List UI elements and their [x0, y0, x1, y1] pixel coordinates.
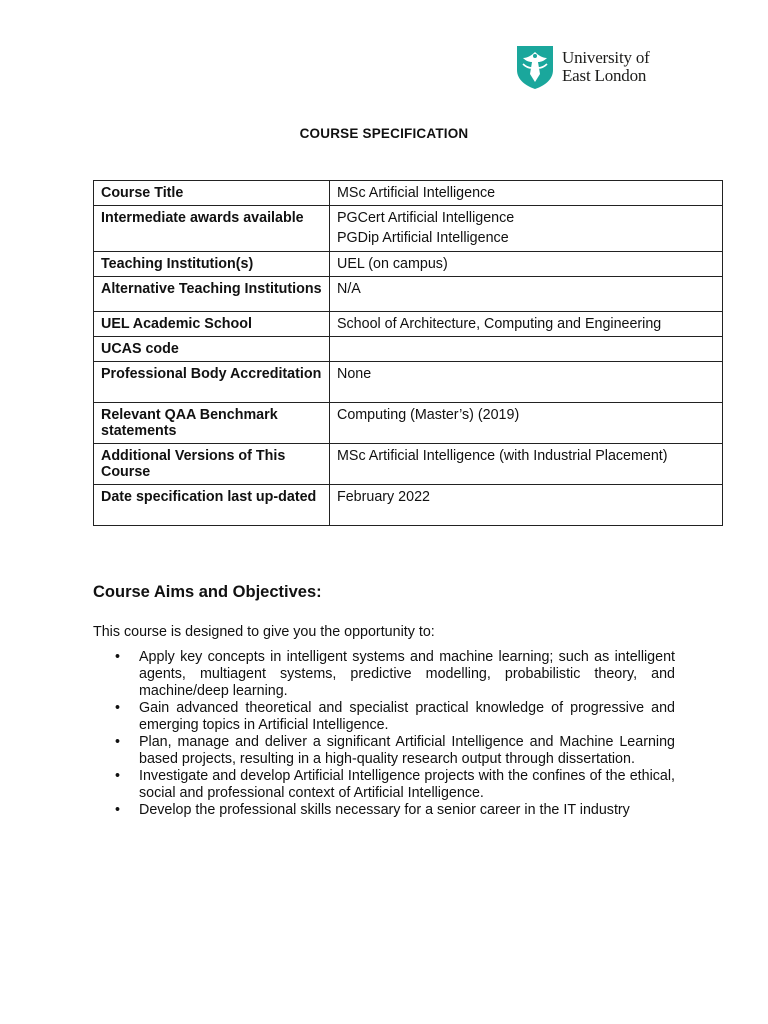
row-label: Additional Versions of This Course: [94, 444, 330, 485]
row-value: February 2022: [330, 485, 723, 526]
row-value: MSc Artificial Intelligence: [330, 181, 723, 206]
list-item: [93, 802, 675, 819]
document-title: COURSE SPECIFICATION: [299, 126, 469, 141]
row-value: N/A: [330, 277, 723, 312]
row-value: School of Architecture, Computing and Engineering: [330, 312, 723, 337]
list-item-text: Investigate and develop Artificial Intelligence projects with the confines of the ethical, social and professional context of Artificial Intelligence.: [139, 768, 675, 801]
list-item-text: Gain advanced theoretical and specialist practical knowledge of progressive and emerging topics in Artificial Intelligence.: [139, 700, 675, 733]
row-value: None: [330, 362, 723, 403]
aims-list: [93, 649, 675, 819]
university-logo: [515, 44, 685, 92]
bullet-icon: •: [115, 802, 121, 818]
row-label: Intermediate awards available: [94, 206, 330, 252]
table-row: [94, 206, 723, 252]
row-value: [330, 206, 723, 252]
logo-line-2: East London: [562, 66, 647, 85]
table-row: [94, 444, 723, 485]
list-item: [93, 768, 675, 802]
list-item-text: Develop the professional skills necessary for a senior career in the IT industry: [139, 802, 630, 818]
row-label: Alternative Teaching Institutions: [94, 277, 330, 312]
row-label: UEL Academic School: [94, 312, 330, 337]
row-value-line: PGDip Artificial Intelligence: [337, 230, 509, 246]
table-row: [94, 362, 723, 403]
list-item: [93, 734, 675, 768]
bullet-icon: •: [115, 649, 121, 665]
logo-wordmark: [562, 49, 650, 85]
row-label: Teaching Institution(s): [94, 252, 330, 277]
bullet-icon: •: [115, 700, 121, 716]
course-spec-table: [93, 180, 723, 526]
table-row: [94, 277, 723, 312]
uel-crest-icon: [515, 44, 555, 90]
list-item: [93, 700, 675, 734]
row-value: Computing (Master’s) (2019): [330, 403, 723, 444]
list-item-text: Apply key concepts in intelligent systems and machine learning; such as intelligent agents, multiagent systems, predictive modelling, probabilistic theory, and machine/deep learning.: [139, 649, 675, 699]
table-row: [94, 252, 723, 277]
row-label: Relevant QAA Benchmark statements: [94, 403, 330, 444]
logo-line-1: University of: [562, 48, 650, 67]
row-label: UCAS code: [94, 337, 330, 362]
row-value: [330, 337, 723, 362]
table-row: [94, 337, 723, 362]
intro-paragraph: This course is designed to give you the opportunity to:: [93, 624, 435, 640]
row-value: MSc Artificial Intelligence (with Industrial Placement): [330, 444, 723, 485]
table-row: [94, 403, 723, 444]
table-row: [94, 181, 723, 206]
section-heading: Course Aims and Objectives:: [93, 583, 322, 601]
row-label: Course Title: [94, 181, 330, 206]
row-value: UEL (on campus): [330, 252, 723, 277]
table-row: [94, 312, 723, 337]
list-item-text: Plan, manage and deliver a significant Artificial Intelligence and Machine Learning based projects, resulting in a high-quality research output through dissertation.: [139, 734, 675, 767]
row-label: Professional Body Accreditation: [94, 362, 330, 403]
bullet-icon: •: [115, 768, 121, 784]
row-label: Date specification last up-dated: [94, 485, 330, 526]
bullet-icon: •: [115, 734, 121, 750]
list-item: [93, 649, 675, 700]
row-value-line: PGCert Artificial Intelligence: [337, 210, 515, 226]
table-row: [94, 485, 723, 526]
